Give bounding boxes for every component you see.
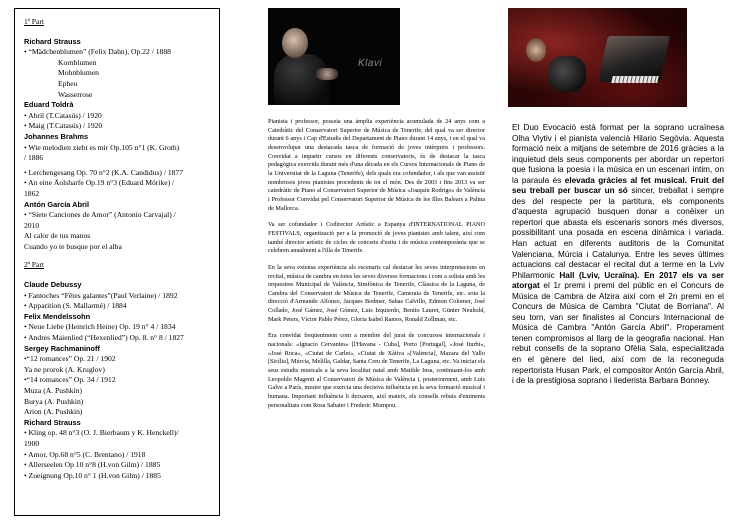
program-column	[14, 8, 220, 516]
pianist-photo	[268, 8, 400, 105]
program-item: • Allerseelen Op 10 n°8 (H.von Gilm) / 1885	[24, 460, 161, 470]
part1-heading: 1ª Part	[24, 17, 45, 26]
bio-paragraph: Pianista i professor, posseia una àmplia experiència acumulada de 24 anys com a Catedràtic del Conservatori Superior de Música de Tenerife, del qual va ser director durant 6 anys i Cap d'Estudis del Departament de Piano durant 14 anys, i en el qual va desenvolupar una destacada tasca de formació de joves intèrprets i professors. Convidat a impartir cursos en diferents conservatoris, és de destacar la tasca pedagògica exercida durant més d'una dècada en els Cursos Internacionals de Piano de la Universitat de la Laguna (Tenerife), dels quals era cofundador, i als que van assistir nombrosos joves pianistes procedents de tot el món. Des de 2003 i fins 2013 va ser catedràtic de Piano al Conservatori Superior de Música «Joaquín Rodrigo» de València i Professor Convidat pel Conservatori Superior de Música de les Illes Balears a Palma de Mallorca.	[268, 118, 485, 212]
body-text: El Duo Evocació està format per la soprano ucraïnesa Olha Viytiv i el pianista valencià Hilario Segòvia. Aquesta formació neix a mitjans de setembre de 2016 gràcies a la inquietud dels seus components per abordar un repertori que fusiona la poesia i la música en un escenari íntim, on la paraula és	[512, 123, 724, 185]
piano-brand-logo: Klavi	[358, 58, 383, 69]
program-item: Ya ne prorok (A. Kruglov)	[24, 364, 105, 374]
program-item: Cuando yo te busque por el alba	[24, 241, 122, 251]
program-item: 2010	[24, 220, 40, 230]
body-text: el 1r premi i premi del públic en el Concurs de Música de Cambra de Alzira així com el 2n premi en el Concurs de Música de Cambra "Ciutat de Borriana". Al seu torn, van ser finalistes al Concurs Internacional de Música de Cambra "Antón García Abril". Properament tenen compromisos al llarg de la geografia nacional. Han rebut consells de la soprano Ofèlia Sala, especialitzada en el gènere del lied, així com de la reconeguda repertorista Husan Park, el compositor Antón García Abril, i de la prestigiosa soprano i liederista Barbara Bonney.	[512, 281, 724, 386]
duo-photo	[508, 8, 687, 107]
program-item: 1900	[24, 438, 40, 448]
part2-list	[24, 280, 213, 481]
song-title: Epheu	[58, 78, 78, 88]
highlighted-text: elevada gràcies al fet musical. Fruit del seu treball per buscar un só	[512, 175, 724, 196]
composer-name: Johannes Brahms	[24, 131, 89, 141]
bio-paragraph: Era convidat freqüentment com a membre del jurat de concursos internacionals i nacionals: «Ignacio Cervantes» [l'Havana - Cuba], Porto [Portugal], «José Iturbi», «José Roca», «Ciutat de Carlet», «Ciutat de Xàtiva »[València], Mazara del Vallo [Sicília], Múrcia, Melilla, Galdar, Santa Creu de Tenerife, La Laguna, etc. Va iniciar els seus estudis musicals a la seva localitat natal amb Matilde Insa, continuant-los amb Leopoldo Magenti al Conservatori de Música de València i, posteriorment, amb Luis Galve a París, mestre que exercia una decisiva influència en la seva formació musical i humana. Important influència li deixaren, així mateix, els consells rebuts d'eminents personalitats com Rosa Sabater i Frederic Mompou.	[268, 332, 485, 409]
program-item: • Kling op. 48 n°3 (O. J. Bierbaum y K. Henckell)/	[24, 428, 179, 438]
body-text: sincer, treballat i sempre des del respecte per la partitura, els components d'aquesta agrupació busquen donar a conèixer un repertori que abasta els escenaris sonors més diversos, possibilitant una posada en escena dinàmica i variada. Han actuat en diferents auditoris de la Comunitat Valenciana, Múrcia i Catalunya. Entre les seves últimes actuacions cal destacar el recital dut a terme en la Lviv Philarmonic	[512, 186, 724, 280]
program-item: Muza (A. Pushkin)	[24, 386, 83, 395]
part1-list	[24, 37, 213, 253]
program-item: •“14 romances” Op. 34 / 1912	[24, 375, 116, 385]
program-item: • Andres Maienlied (“Hexenlied”) Op. 8. n° 8 / 1827	[24, 333, 184, 343]
song-title: Wasserrose	[58, 89, 93, 99]
program-item: 1862	[24, 188, 40, 198]
program-item: • Wie melodien zieht es mir Op.105 n°1 (K. Groth)	[24, 142, 180, 152]
song-title: Mohnblumen	[58, 68, 99, 78]
part2-heading: 2ª Part	[24, 260, 45, 270]
duo-column	[508, 8, 724, 516]
program-item: • An eine Äolsharfe Op.19 n°3 (Eduard Mörike) /	[24, 178, 175, 188]
program-item: • Apparition (S. Mallarmé) / 1884	[24, 301, 127, 311]
song-title: Kornblumen	[58, 57, 97, 67]
program-item: • Lerchengesang Op. 70 n°2 (K.A. Candidus) / 1877	[24, 167, 184, 177]
composer-name: Richard Strauss	[24, 417, 81, 427]
program-item: •“12 romances” Op. 21 / 1902	[24, 354, 116, 364]
program-item: • Abril (T.Catasús) / 1920	[24, 110, 102, 120]
program-item: • Maig (T.Catasús) / 1920	[24, 121, 103, 131]
composer-name: Antón García Abril	[24, 199, 90, 209]
composer-name: Sergey Rachmaninoff	[24, 343, 100, 353]
program-item: / 1886	[24, 153, 44, 163]
composer-name: Eduard Toldrà	[24, 100, 74, 110]
program-item: Al calor de tus manos	[24, 231, 91, 241]
program-item: • “Siete Canciones de Amor” (Antonio Carvajal) /	[24, 210, 176, 220]
composer-name: Felix Mendelssohn	[24, 311, 91, 321]
program-item: Arion (A. Pushkin)	[24, 407, 83, 417]
pianist-bio	[268, 118, 485, 410]
duo-description	[508, 123, 724, 387]
program-item: • “Mädchenblumen” (Felix Dahn), Op.22 / 1888	[24, 47, 171, 57]
pianist-column	[268, 8, 485, 516]
program-item: Burya (A. Pushkin)	[24, 396, 84, 406]
bio-paragraph: En la seva extensa experiència als escenaris cal destacar les seves interpretacions en recital, música de cambra en totes les seves diverses formacions i com a solista amb les orquestres Municipal de València, Simfònica de Tenerife, Clàssica de la Laguna, de Cambra del Conservatori de Música de Tenerife, Camerata de Tenerife, etc. sota la direcció d'Armando Alfonso, Jacques Bodmer, Sabas Calvillo, Edmon Colomer, José Collado, José Gámez, José Gómez, Luis Izquierdo, Benito Lauret, Günter Neuhold, Mark Peters, Víctor Pablo Pérez, Gloria Isabel Ramos, Ronald Zollman, etc.	[268, 263, 485, 323]
program-item: • Neue Liebe (Heinrich Heine) Op. 19 n° 4 / 1834	[24, 322, 176, 332]
composer-name: Richard Strauss	[24, 36, 81, 46]
program-item: • Zueignung Op.10 n° 1 (H.von Gilm) / 1885	[24, 470, 161, 480]
program-item: • Amor, Op.68 n°5 (C. Brentano) / 1918	[24, 449, 146, 459]
highlighted-text: Hall (Lviv, Ucraïna). En 2017 els va ser atorgat	[512, 270, 724, 291]
composer-name: Claude Debussy	[24, 280, 82, 290]
bio-paragraph: Va ser cofundador i Codirector Artístic a Espanya d'INTERNATIONAL PIANO FESTIVALS, organització per a la promoció de joves pianistes amb talent, així com també director artístic de cicles de concerts d'estiu i de música contemporània que se celebren anualment a l'illa de Tenerife.	[268, 221, 485, 255]
program-item: • Fantoches “Fêtes galantes”(Paul Verlaine) / 1892	[24, 290, 178, 300]
